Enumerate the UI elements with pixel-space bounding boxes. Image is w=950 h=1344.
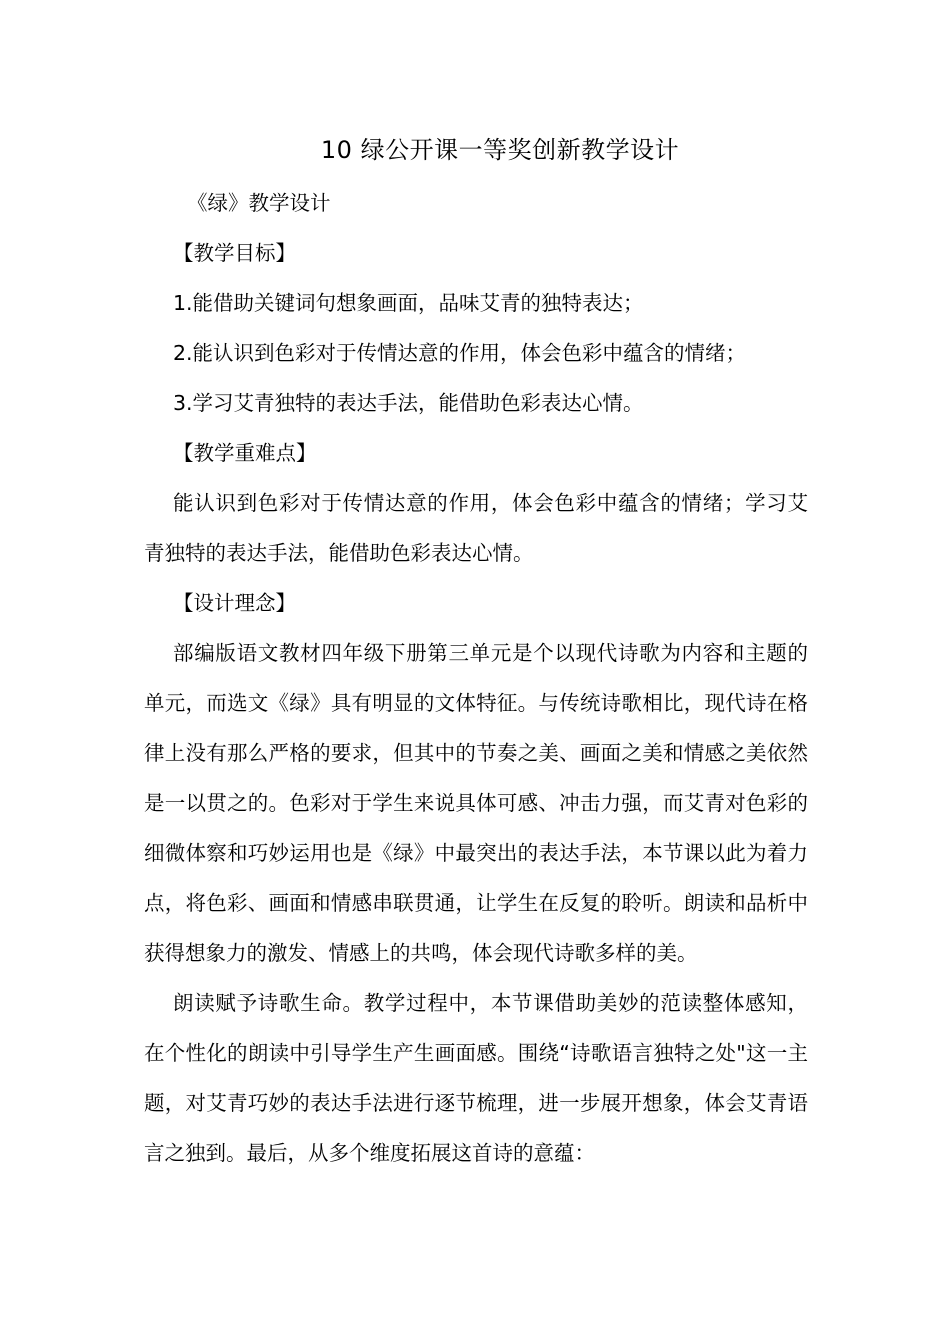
section-heading-design-concept: 【设计理念】 <box>173 591 296 615</box>
design-concept-paragraph-1: 部编版语文教材四年级下册第三单元是个以现代诗歌为内容和主题的单元，而选文《绿》具有明显的文体特征。与传统诗歌相比，现代诗在格律上没有那么严格的要求，但其中的节奏之美、画面之美和情感之美依然是一以贯之的。色彩对于学生来说具体可感、冲击力强，而艾青对色彩的细微体察和巧妙运用也是《绿》中最突出的表达手法，本节课以此为着力点，将色彩、画面和情感串联贯通，让学生在反复的聆听。朗读和品析中获得想象力的激发、情感上的共鸣，体会现代诗歌多样的美。 <box>144 641 808 965</box>
objective-item-2: 2.能认识到色彩对于传情达意的作用，体会色彩中蕴含的情绪； <box>173 341 747 365</box>
section-heading-key-points: 【教学重难点】 <box>173 441 317 465</box>
document-body <box>144 178 808 1178</box>
objective-item-3: 3.学习艾青独特的表达手法，能借助色彩表达心情。 <box>173 391 644 415</box>
design-concept-paragraph-2: 朗读赋予诗歌生命。教学过程中，本节课借助美妙的范读整体感知，在个性化的朗读中引导学生产生画面感。围绕“诗歌语言独特之处"这一主题，对艾青巧妙的表达手法进行逐节梳理，进一步展开想象，体会艾青语言之独到。最后，从多个维度拓展这首诗的意蕴： <box>144 991 808 1165</box>
key-points-paragraph: 能认识到色彩对于传情达意的作用，体会色彩中蕴含的情绪；学习艾青独特的表达手法，能借助色彩表达心情。 <box>144 491 808 565</box>
document-subtitle: 《绿》教学设计 <box>187 191 331 215</box>
objective-item-1: 1.能借助关键词句想象画面，品味艾青的独特表达； <box>173 291 644 315</box>
section-heading-objectives: 【教学目标】 <box>173 241 296 265</box>
document-title: 10 绿公开课一等奖创新教学设计 <box>320 136 680 164</box>
